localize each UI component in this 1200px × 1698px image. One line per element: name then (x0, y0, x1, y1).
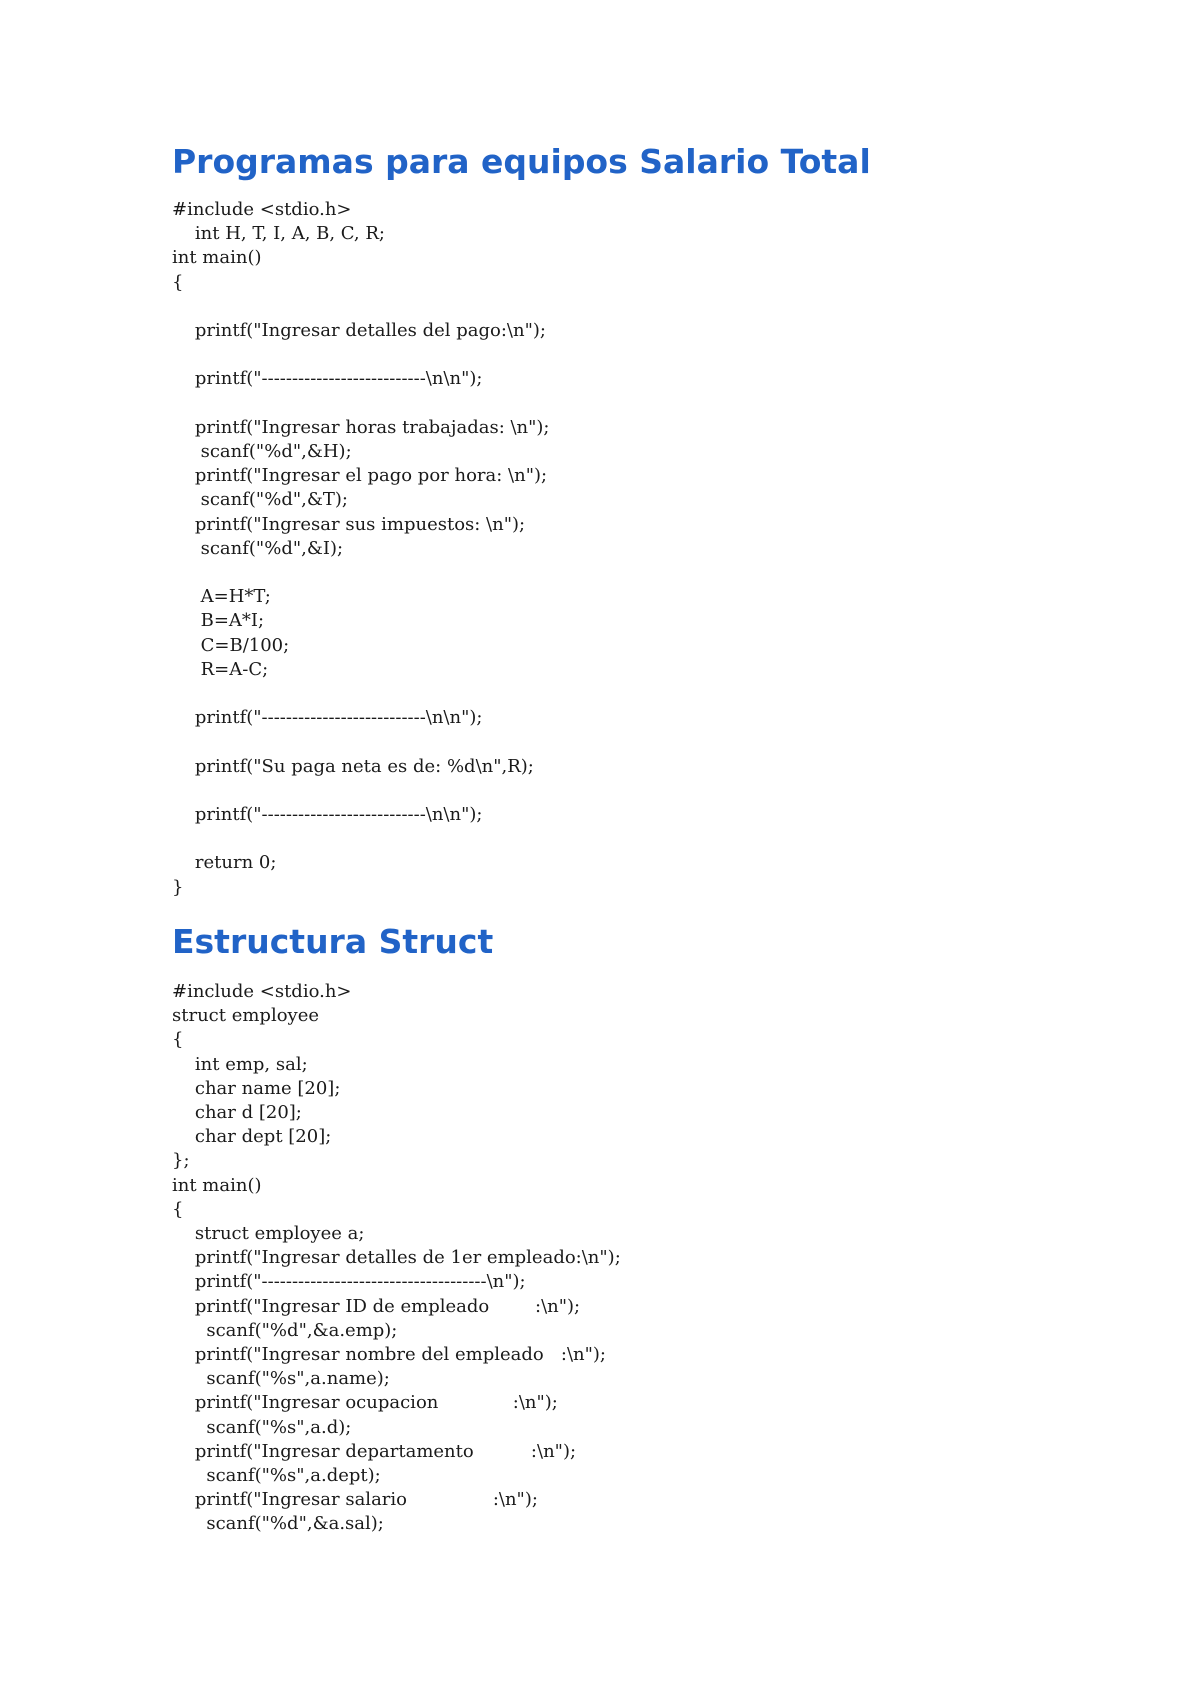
code-block-struct: #include <stdio.h> struct employee { int emp, sal; char name [20]; char d [20]; char dept [20]; }; int main() { struct employee a; printf("Ingresar detalles de 1er empleado:\n"); printf("-------------------------------------\n"); printf("Ingresar ID de empleado :\n"); scanf("%d",&a.emp); printf("Ingresar nombre del empleado :\n"); scanf("%s",a.name); printf("Ingresar ocupacion :\n"); scanf("%s",a.d); printf("Ingresar departamento :\n"); scanf("%s",a.dept); printf("Ingresar salario :\n"); scanf("%d",&a.sal); (172, 981, 621, 1535)
heading-estructura-struct: Estructura Struct (172, 922, 494, 961)
code-block-salario: #include <stdio.h> int H, T, I, A, B, C, R; int main() { printf("Ingresar detalles del pago:\n"); printf("---------------------------\n\n"); printf("Ingresar horas trabajadas: \n"); scanf("%d",&H); printf("Ingresar el pago por hora: \n"); scanf("%d",&T); printf("Ingresar sus impuestos: \n"); scanf("%d",&I); A=H*T; B=A*I; C=B/100; R=A-C; printf("---------------------------\n\n"); printf("Su paga neta es de: %d\n",R); printf("---------------------------\n\n"); return 0; } (172, 199, 550, 898)
heading-salario-total: Programas para equipos Salario Total (172, 142, 871, 181)
